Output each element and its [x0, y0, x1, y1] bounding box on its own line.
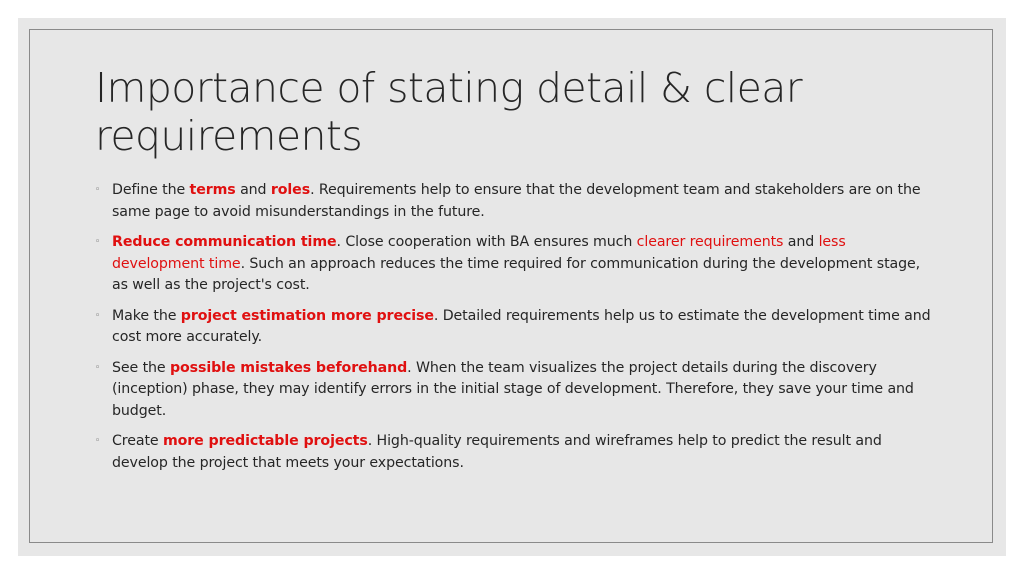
highlight-text: clearer requirements: [636, 234, 784, 250]
body-text: Create: [112, 433, 163, 449]
emphasis-text: terms: [189, 182, 236, 198]
emphasis-text: roles: [270, 182, 311, 198]
emphasis-text: possible mistakes beforehand: [169, 359, 408, 376]
bullet-text: [112, 234, 920, 293]
body-text: Make the: [112, 307, 181, 324]
bullet-item: [95, 431, 935, 474]
emphasis-text: project estimation more precise: [180, 307, 434, 324]
bullet-text: [112, 433, 882, 471]
body-text: . When the team visualizes the project details during the discovery (inception) phase, they may identify errors in the initial stage of development. Therefore, they save your time and budget.: [112, 359, 914, 419]
body-text: and: [235, 182, 271, 198]
bullet-circle-icon: ◦: [95, 237, 101, 247]
bullet-text: [112, 308, 931, 346]
body-text: See the: [112, 359, 170, 376]
bullet-list: [95, 180, 935, 483]
body-text: . Detailed requirements help us to estimate the development time and cost more accurately.: [112, 307, 931, 345]
emphasis-text: Reduce communication time: [112, 234, 337, 250]
slide: [18, 18, 1006, 556]
body-text: . Close cooperation with BA ensures much: [336, 234, 637, 250]
body-text: . Requirements help to ensure that the development team and stakeholders are on the same page to avoid misunderstandings in the future.: [112, 182, 921, 220]
body-text: Define the: [112, 182, 190, 198]
body-text: . High-quality requirements and wireframes help to predict the result and develop the project that meets your expectations.: [112, 433, 882, 471]
bullet-circle-icon: ◦: [95, 185, 101, 195]
bullet-circle-icon: ◦: [95, 310, 101, 321]
bullet-circle-icon: ◦: [95, 362, 101, 373]
bullet-item: [95, 358, 935, 423]
bullet-item: [95, 180, 935, 223]
body-text: and: [783, 234, 819, 250]
bullet-item: [95, 232, 935, 297]
bullet-text: [112, 182, 921, 220]
bullet-circle-icon: ◦: [95, 436, 101, 446]
bullet-text: [112, 360, 914, 419]
body-text: . Such an approach reduces the time required for communication during the development stage, as well as the project's cost.: [112, 255, 921, 293]
bullet-item: [95, 306, 935, 349]
emphasis-text: more predictable projects: [162, 433, 368, 449]
highlight-text: less development time: [112, 234, 846, 272]
slide-title: Importance of stating detail & clear requirements: [95, 64, 802, 160]
